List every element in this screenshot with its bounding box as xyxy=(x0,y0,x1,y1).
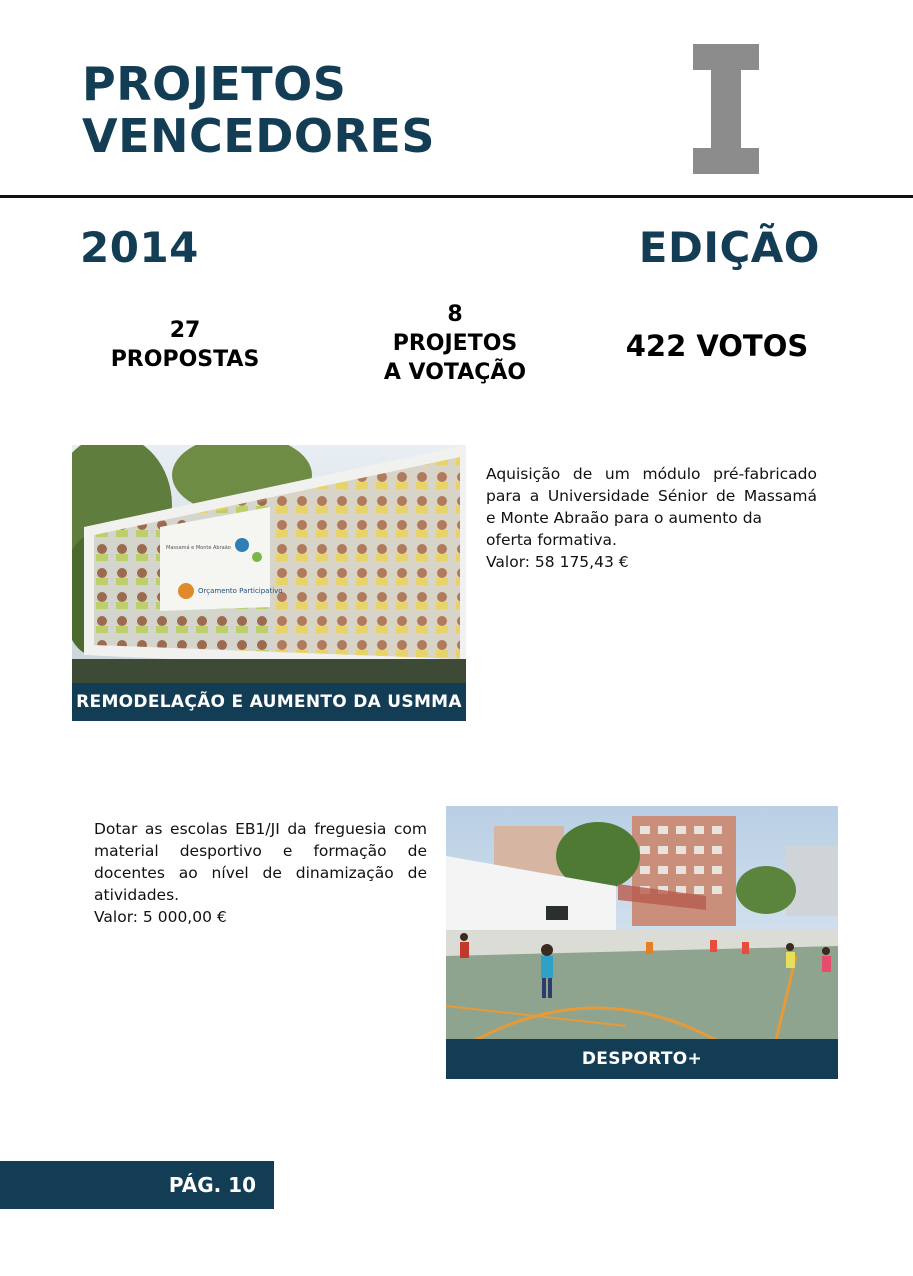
projects-label-line-2: A VOTAÇÃO xyxy=(383,360,527,385)
project-title-usmma: REMODELAÇÃO E AUMENTO DA USMMA xyxy=(72,683,466,721)
description-line: e Monte Abraão para o aumento da xyxy=(486,509,763,527)
edition-label: EDIÇÃO xyxy=(638,223,820,272)
usmma-building-photo xyxy=(72,445,466,685)
school-sports-photo xyxy=(446,806,838,1040)
proposals-label: PROPOSTAS xyxy=(110,347,260,372)
page-number-box xyxy=(0,1161,274,1209)
description-line: docentes ao nível de dinamização de xyxy=(94,864,427,882)
page-title-line-2: VENCEDORES xyxy=(82,109,435,163)
proposals-count: 27 xyxy=(169,318,201,343)
edition-roman-numeral xyxy=(693,44,759,174)
votes-count: 422 VOTOS xyxy=(625,329,809,363)
page-title-line-1: PROJETOS xyxy=(82,57,347,111)
edition-year: 2014 xyxy=(80,223,199,272)
description-line: Aquisição de um módulo pré-fabricado xyxy=(486,465,817,483)
project-value-desporto: Valor: 5 000,00 € xyxy=(94,908,227,926)
stat-votes xyxy=(612,330,822,362)
description-line: para a Universidade Sénior de Massamá xyxy=(486,487,817,505)
project-title-desporto: DESPORTO+ xyxy=(446,1039,838,1079)
project-value-usmma: Valor: 58 175,43 € xyxy=(486,553,629,571)
description-line: material desportivo e formação de xyxy=(94,842,427,860)
stat-proposals xyxy=(95,316,275,374)
project-description-usmma xyxy=(486,463,817,573)
page-number: PÁG. 10 xyxy=(168,1173,256,1197)
description-line: atividades. xyxy=(94,886,180,904)
description-line: oferta formativa. xyxy=(486,531,617,549)
stat-projects-voted xyxy=(355,300,555,387)
board-text-op: Orçamento Participativo xyxy=(198,587,283,595)
description-line: Dotar as escolas EB1/JI da freguesia com xyxy=(94,820,427,838)
project-description-desporto xyxy=(94,818,427,928)
board-text-parish: Massamá e Monte Abraão xyxy=(166,545,231,551)
header-divider xyxy=(0,195,913,198)
projects-count: 8 xyxy=(447,302,463,327)
projects-label-line-1: PROJETOS xyxy=(392,331,518,356)
